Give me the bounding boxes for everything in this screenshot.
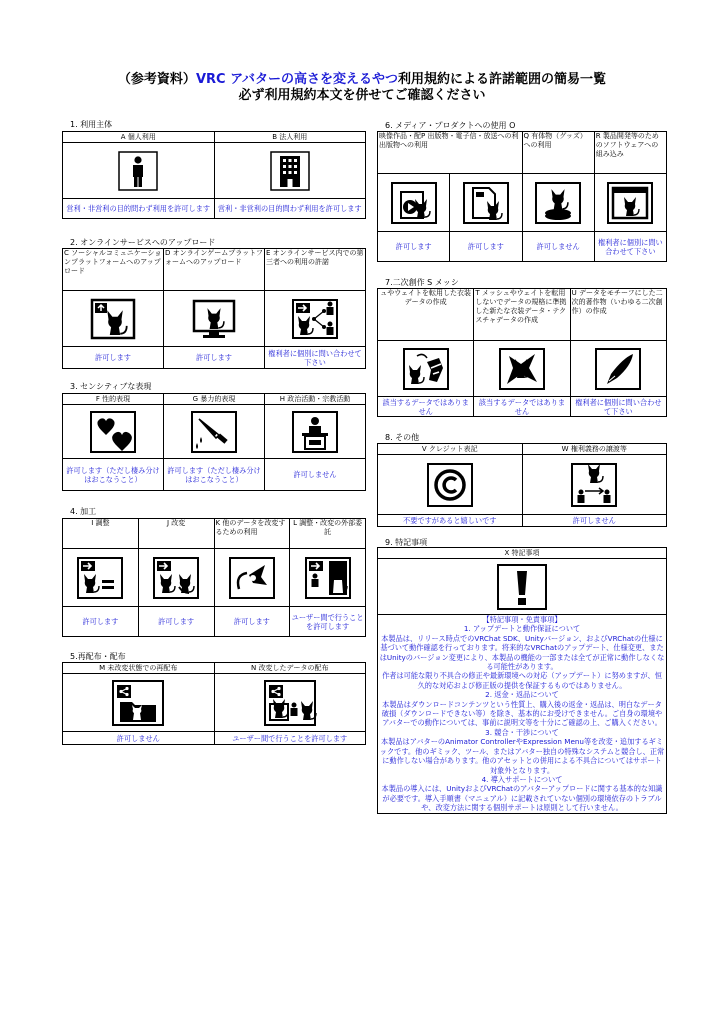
- special-notes: [378, 615, 667, 814]
- share-avatar-icon: [290, 297, 340, 341]
- label-s: ュやウェイトを転用した衣装データの作成: [378, 289, 474, 341]
- section-9-title: 9. 特記事項: [385, 538, 428, 547]
- software-icon: [605, 180, 655, 226]
- outsource-icon: [303, 555, 353, 601]
- section-9-table: [377, 547, 667, 814]
- notes-p2: 本製品はダウンロードコンテンツという性質上、購入後の返金・返品は、明白なデータ破損（ダウンロードできない等）を除き、基本的にお受けできません。ご自身の環境やアバターでの動作については、事前に説明文等を十分にご確認の上、ご購入ください。: [381, 699, 663, 728]
- section-5-title: 5.再配布・配布: [70, 652, 126, 661]
- result-w: 許可しません: [522, 515, 667, 527]
- label-i: I 調整: [63, 519, 139, 549]
- notes-p4: 本製品の導入には、UnityおよびVRChatのアバターアップロードに関する基本的な知識が必要です。導入手順書（マニュアル）に記載されていない個別の環境依存のトラブルや、改変方法に関する個別サポートは原則として行いません。: [381, 784, 663, 813]
- section-6-table: [377, 131, 667, 262]
- section-2-table: [62, 248, 366, 369]
- section-8-table: [377, 443, 667, 527]
- transfer-icon: [569, 461, 619, 509]
- figure-icon: [533, 180, 583, 226]
- video-icon: [389, 180, 439, 226]
- label-r: R 製品開発等のためのソフトウェアへの組み込み: [594, 132, 666, 174]
- label-v: V クレジット表記: [378, 444, 523, 455]
- result-k: 許可します: [214, 607, 290, 637]
- document-icon: [461, 180, 511, 226]
- modify-icon: [151, 555, 201, 601]
- notes-p1b: 作者は可能な限り不具合の修正や最新環境への対応（アップデート）に努めますが、恒久的な対応および修正版の提供を保証するものではありません。: [382, 671, 662, 690]
- result-u: 権利者に個別に問い合わせて下さい: [570, 397, 666, 417]
- section-1-title: 1. 利用主体: [70, 120, 113, 129]
- folder-share-icon: [110, 678, 166, 728]
- person-icon: [118, 151, 158, 191]
- clothes-icon: [401, 346, 451, 392]
- label-d: D オンラインゲームプラットフォームへのアップロード: [164, 249, 265, 291]
- notes-h2: 2. 返金・返品について: [485, 690, 559, 700]
- result-b: 営利・非営利の目的問わず利用を許可します: [214, 199, 366, 219]
- result-v: 不要ですがあると嬉しいです: [378, 515, 523, 527]
- result-m: 許可しません: [63, 732, 215, 745]
- result-f: 許可します（ただし棲み分けはおこなうこと）: [63, 459, 164, 491]
- result-a: 営利・非営利の目的問わず利用を許可します: [63, 199, 215, 219]
- result-s: 該当するデータではありません: [378, 397, 474, 417]
- section-8-title: 8. その他: [385, 433, 420, 442]
- label-m: M 未改変状態での再配布: [63, 663, 215, 674]
- label-c: C ソーシャルコミュニケーションプラットフォームへのアップロード: [63, 249, 164, 291]
- section-4-table: [62, 518, 366, 637]
- notes-h4: 4. 導入サポートについて: [481, 774, 563, 784]
- result-d: 許可します: [164, 347, 265, 369]
- monitor-avatar-icon: [189, 297, 239, 341]
- label-q: Q 有体物（グッズ）への利用: [522, 132, 594, 174]
- label-e: E オンラインサービス内での第三者への利用の許諾: [265, 249, 366, 291]
- label-l: L 調整・改変の外部委託: [290, 519, 366, 549]
- label-o-p: 映像作品・配P 出版物・電子信・放送への利出版物への利用: [378, 132, 523, 174]
- section-6-title: 6. メディア・プロダクトへの使用 O: [385, 121, 516, 130]
- label-n: N 改変したデータの配布: [214, 663, 366, 674]
- result-t: 該当するデータではありません: [474, 397, 570, 417]
- section-5-table: [62, 662, 366, 745]
- section-1-table: [62, 131, 366, 219]
- page-subtitle: 必ず利用規約本文を併せてご確認ください: [238, 88, 486, 103]
- pen-icon: [593, 346, 643, 392]
- building-icon: [270, 151, 310, 191]
- label-g: G 暴力的表現: [164, 394, 265, 405]
- cloth-icon: [497, 346, 547, 392]
- section-2-title: 2. オンラインサービスへのアップロード: [70, 238, 216, 247]
- label-t: T メッシュやウェイトを転用しないでデータの規格に準拠した新たな衣装データ・テクスチャデータの作成: [474, 289, 570, 341]
- result-e: 権利者に個別に問い合わせて下さい: [265, 347, 366, 369]
- label-k: K 他のデータを改変するための利用: [214, 519, 290, 549]
- result-i: 許可します: [63, 607, 139, 637]
- result-g: 許可します（ただし棲み分けはおこなうこと）: [164, 459, 265, 491]
- result-q: 許可しません: [522, 232, 594, 262]
- copyright-icon: [425, 461, 475, 509]
- label-b: B 法人利用: [214, 132, 366, 143]
- product-name: VRC アバターの高さを変えるやつ: [195, 72, 399, 87]
- section-3-table: [62, 393, 366, 491]
- section-3-title: 3. センシティブな表現: [70, 382, 152, 391]
- result-p: 許可します: [450, 232, 522, 262]
- hearts-icon: [88, 409, 138, 455]
- notes-heading: 【特記事項・免責事項】: [482, 615, 562, 624]
- upload-avatar-icon: [88, 297, 138, 341]
- label-u: U データをモチーフにした二次的著作物（いわゆる二次創作）の作成: [570, 289, 666, 341]
- bow-icon: [227, 555, 277, 601]
- exclamation-icon: [495, 562, 549, 612]
- section-7-title: 7.二次創作 S メッシ: [385, 278, 459, 287]
- result-j: 許可します: [138, 607, 214, 637]
- modified-share-icon: [262, 678, 318, 728]
- result-h: 許可しません: [265, 459, 366, 491]
- section-7-table: [377, 288, 667, 417]
- result-l: ユーザー間で行うことを許可します: [290, 607, 366, 637]
- result-o: 許可します: [378, 232, 450, 262]
- label-j: J 改変: [138, 519, 214, 549]
- notes-h3: 3. 競合・干渉について: [485, 727, 559, 737]
- podium-icon: [290, 409, 340, 455]
- label-w: W 権利義務の譲渡等: [522, 444, 667, 455]
- section-4-title: 4. 加工: [70, 507, 97, 516]
- notes-h1: 1. アップデートと動作保証について: [463, 624, 581, 634]
- adjust-icon: [75, 555, 125, 601]
- knife-icon: [189, 409, 239, 455]
- result-c: 許可します: [63, 347, 164, 369]
- result-r: 権利者に個別に問い合わせて下さい: [594, 232, 666, 262]
- notes-p3: 本製品はアバターのAnimator ControllerやExpression Menu等を改変・追加するギミックです。他のギミック、ツール、またはアバター独自の特殊なシステムと競合し、正常に動作しない場合があります。他のアセットとの併用による不具合についてはサポート対象外となります。: [379, 737, 665, 775]
- label-x: X 特記事項: [378, 548, 667, 559]
- label-a: A 個人利用: [63, 132, 215, 143]
- label-h: H 政治活動・宗教活動: [265, 394, 366, 405]
- label-f: F 性的表現: [63, 394, 164, 405]
- result-n: ユーザー間で行うことを許可します: [214, 732, 366, 745]
- notes-p1: 本製品は、リリース時点でのVRChat SDK、Unityバージョン、およびVRChatの仕様に基づいて動作確認を行っております。将来的なVRChatのアップデート、仕様変更、またはUnityのバージョン変更により、本製品の機能の一部または全てが正常に動作しなくなる可能性があります。: [379, 633, 665, 672]
- page-title: （参考資料）VRC アバターの高さを変えるやつ利用規約による許諾範囲の簡易一覧: [117, 72, 607, 87]
